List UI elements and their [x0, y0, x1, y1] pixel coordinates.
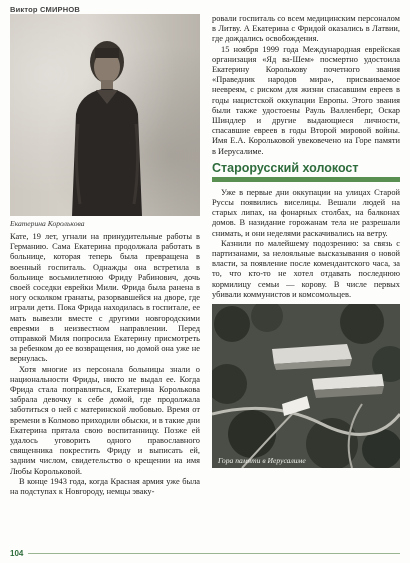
page-number: 104 — [10, 549, 24, 558]
section-title-bar — [212, 177, 400, 182]
memorial-landscape-illustration — [212, 304, 400, 468]
left-paragraph-2: Хотя многие из персонала больницы знали о национальности Фриды, никто не выдал ее. Когда Фрида стала поправляться, Екатерина Королькова забрала девочку к себе домой, где продолжала заботиться о ней с материнской любовью. Время от времени в Колмово приходили обыски, и в такие дни Екатерина прятала свою воспитанницу. Позже ей удалось уговорить одного православного священника покрестить Фриду и выписать ей, задним числом, свидетельство о крещении на имя Любы Корольковой. — [10, 364, 200, 476]
right-paragraph-1: ровали госпиталь со всем медицинским персоналом в Литву. А Екатерина с Фридой оказались в Латвии, где дождались освобождения. — [212, 14, 400, 44]
right-paragraph-4: Казнили по малейшему подозрению: за связь с партизанами, за нелояльные высказывания о новой власти, за появление после комендантского часа, за то, что кто-то не хотел отдавать последнюю кормилицу семьи — корову. В числе первых убивали коммунистов и комсомольцев. — [212, 238, 400, 299]
portrait-photo — [10, 14, 200, 216]
footer-rule — [28, 553, 400, 554]
portrait-caption: Екатерина Королькова — [10, 219, 85, 228]
running-head: Виктор СМИРНОВ — [10, 5, 81, 14]
portrait-figure-illustration — [62, 34, 152, 216]
right-paragraph-3: Уже в первые дни оккупации на улицах Старой Руссы появились виселицы. Вешали людей на старых липах, на фонарных столбах, на балконах домов. В назидание горожанам тела не разрешали снимать, и они неделями раскачивались на ветру. — [212, 187, 400, 238]
left-column — [10, 14, 200, 497]
right-paragraph-2: 15 ноября 1999 года Международная еврейская организация «Яд ва-Шем» посмертно удостоила Екатерину Королькову почетного звания «Праведник народов мира», присваиваемое неевреям, с риском для жизни спасавшим евреев в годы нацистской оккупации Европы. Этого звания были также удостоены Рауль Валленберг, Оскар Шиндлер и другие выдающиеся личности, спасавшие евреев в годы Второй мировой войны. Имя Е.А. Корольковой увековечено на Горе памяти в Иерусалиме. — [212, 44, 400, 156]
left-paragraph-3: В конце 1943 года, когда Красная армия уже была на подступах к Новгороду, немцы эваку- — [10, 476, 200, 497]
memorial-caption: Гора памяти в Иерусалиме — [218, 456, 306, 466]
memorial-photo — [212, 304, 400, 468]
right-column — [212, 14, 400, 468]
section-title: Старорусский холокост — [212, 160, 359, 175]
left-paragraph-1: Кате, 19 лет, угнали на принудительные работы в Германию. Сама Екатерина продолжала работать в больнице, которая теперь была превращена в военный госпиталь. Однажды она встретила в больнице восьмилетнюю Фриду Рабинович, дочь своей соседки еврейки Мили. Фрида была ранена в ногу осколком гранаты, разорвавшейся на дворе, где играли дети. Пока Фрида находилась в госпитале, ее мать вывезли вместе с другими новгородскими евреями в неизвестном направлении. Перед отправкой Миля попросила Екатерину присмотреть за ребенком до ее возвращения, но домой она уже не вернулась. — [10, 232, 200, 364]
